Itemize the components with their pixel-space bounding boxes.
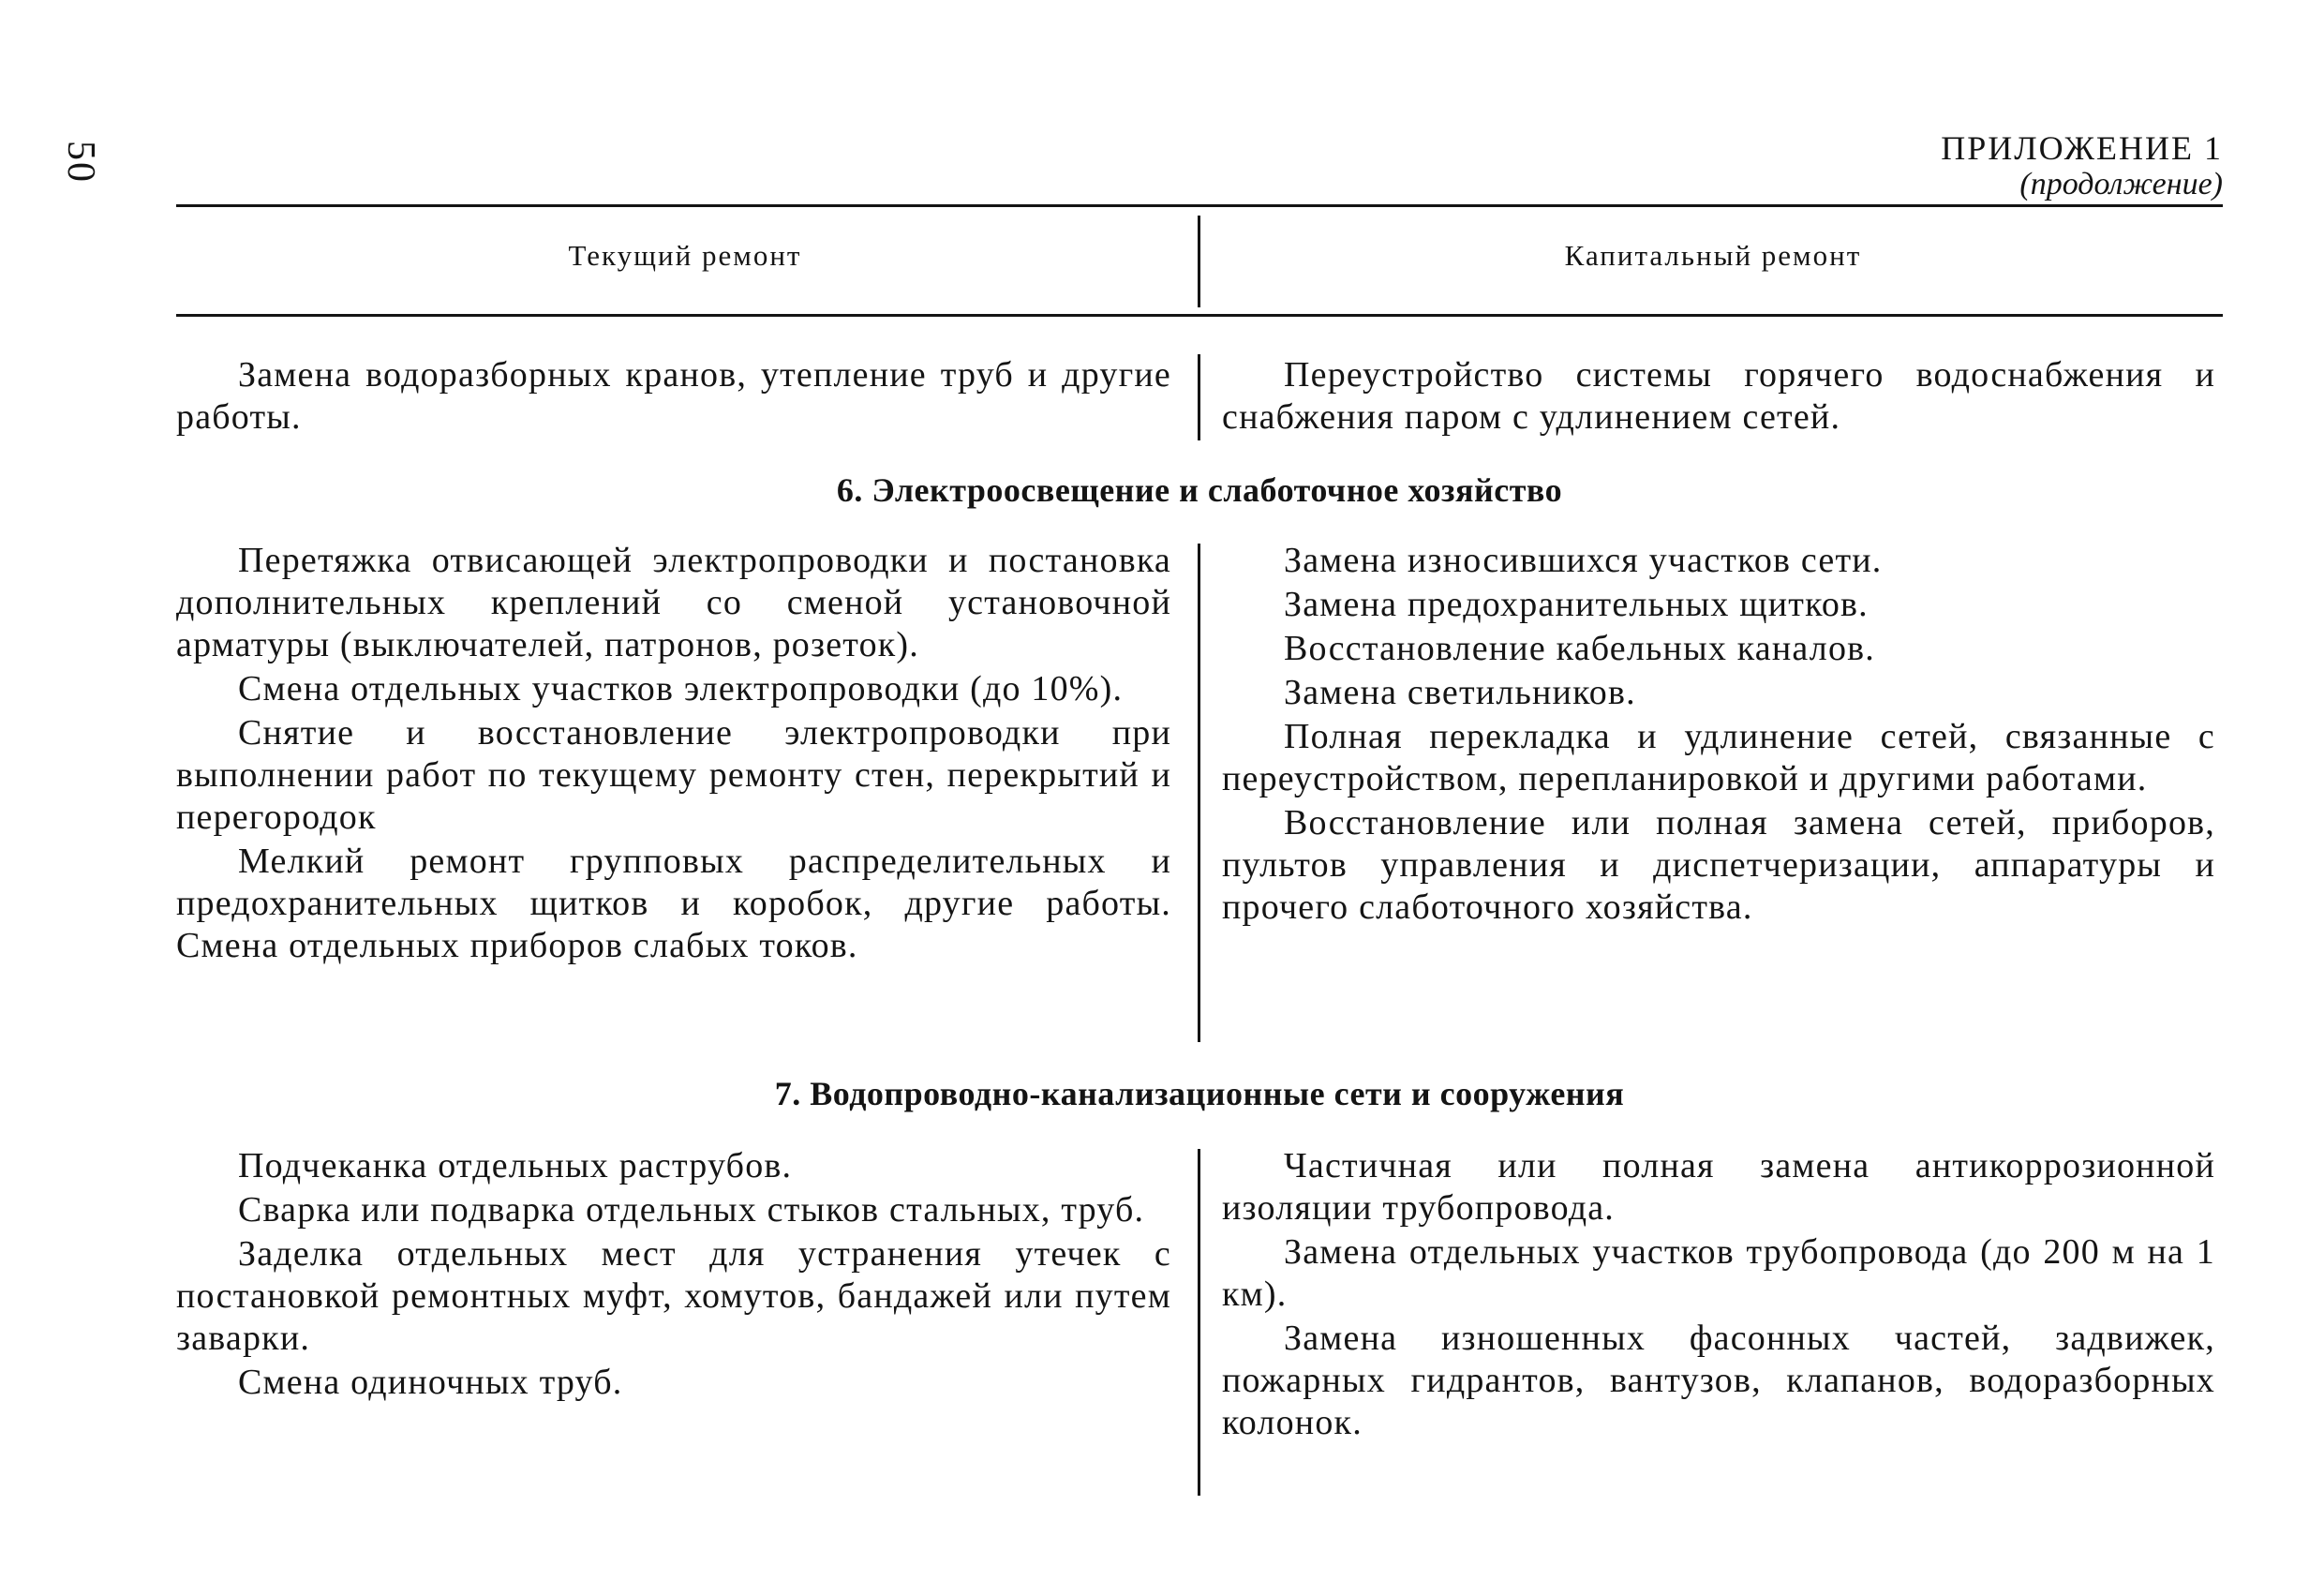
paragraph: Восстановление или полная замена сетей, приборов, пультов управления и диспетчеризации, аппаратуры и прочего слаботочного хозяйства. [1222,803,2215,927]
appendix-header [1941,131,2223,201]
section6-title: 6. Электроосвещение и слаботочное хозяйство [836,471,1563,509]
section6-divider [1198,544,1200,1042]
paragraph: Замена предохранительных щитков. [1284,585,1869,624]
paragraph: Замена износившихся участков сети. [1284,541,1883,580]
paragraph: Снятие и восстановление электропроводки при выполнении работ по текущему ремонту стен, перекрытий и перегородок [176,713,1171,837]
section5-left-cell [176,354,1171,439]
paragraph: Частичная или полная замена антикоррозионной изоляции трубопровода. [1222,1146,2215,1228]
paragraph: Сварка или подварка отдельных стыков стальных, труб. [238,1190,1145,1230]
paragraph: Полная перекладка и удлинение сетей, связанные с переустройством, перепланировкой и другими работами. [1222,717,2215,798]
paragraph: Переустройство системы горячего водоснабжения и снабжения паром с удлинением сетей. [1222,355,2215,437]
header-divider [1198,216,1200,307]
paragraph: Замена отдельных участков трубопровода (до 200 м на 1 км). [1222,1232,2215,1314]
section7-divider [1198,1149,1200,1496]
page-number: 50 [59,141,102,184]
section5-divider [1198,354,1200,440]
paragraph: Замена водоразборных кранов, утепление труб и другие работы. [176,355,1171,437]
paragraph: Замена светильников. [1284,673,1636,712]
section6-right-cell [1222,540,2215,929]
section7-title: 7. Водопроводно-канализационные сети и сооружения [774,1075,1625,1112]
paragraph: Смена отдельных участков электропроводки (до 10%). [238,669,1124,708]
section5-right-cell [1222,354,2215,439]
top-rule [176,204,2223,207]
column-header-current-repair: Текущий ремонт [568,239,802,272]
header-rule [176,314,2223,317]
column-header-capital-repair: Капитальный ремонт [1564,239,1862,272]
paragraph: Восстановление кабельных каналов. [1284,629,1876,668]
section7-right-cell [1222,1145,2215,1444]
paragraph: Заделка отдельных мест для устранения утечек с постановкой ремонтных муфт, хомутов, бандажей или путем заварки. [176,1234,1171,1358]
appendix-subtitle: (продолжение) [2019,167,2223,201]
paragraph: Перетяжка отвисающей электропроводки и постановка дополнительных креплений со сменой установочной арматуры (выключателей, патронов, розеток). [176,541,1171,664]
paragraph: Мелкий ремонт групповых распределительных и предохранительных щитков и коробок, другие работы. Смена отдельных приборов слабых токов. [176,842,1171,965]
section7-left-cell [176,1145,1171,1404]
section6-left-cell [176,540,1171,967]
appendix-title: ПРИЛОЖЕНИЕ 1 [1941,129,2223,167]
paragraph: Замена изношенных фасонных частей, задвижек, пожарных гидрантов, вантузов, клапанов, водоразборных колонок. [1222,1319,2215,1442]
paragraph: Смена одиночных труб. [238,1363,623,1402]
paragraph: Подчеканка отдельных раструбов. [238,1146,793,1185]
